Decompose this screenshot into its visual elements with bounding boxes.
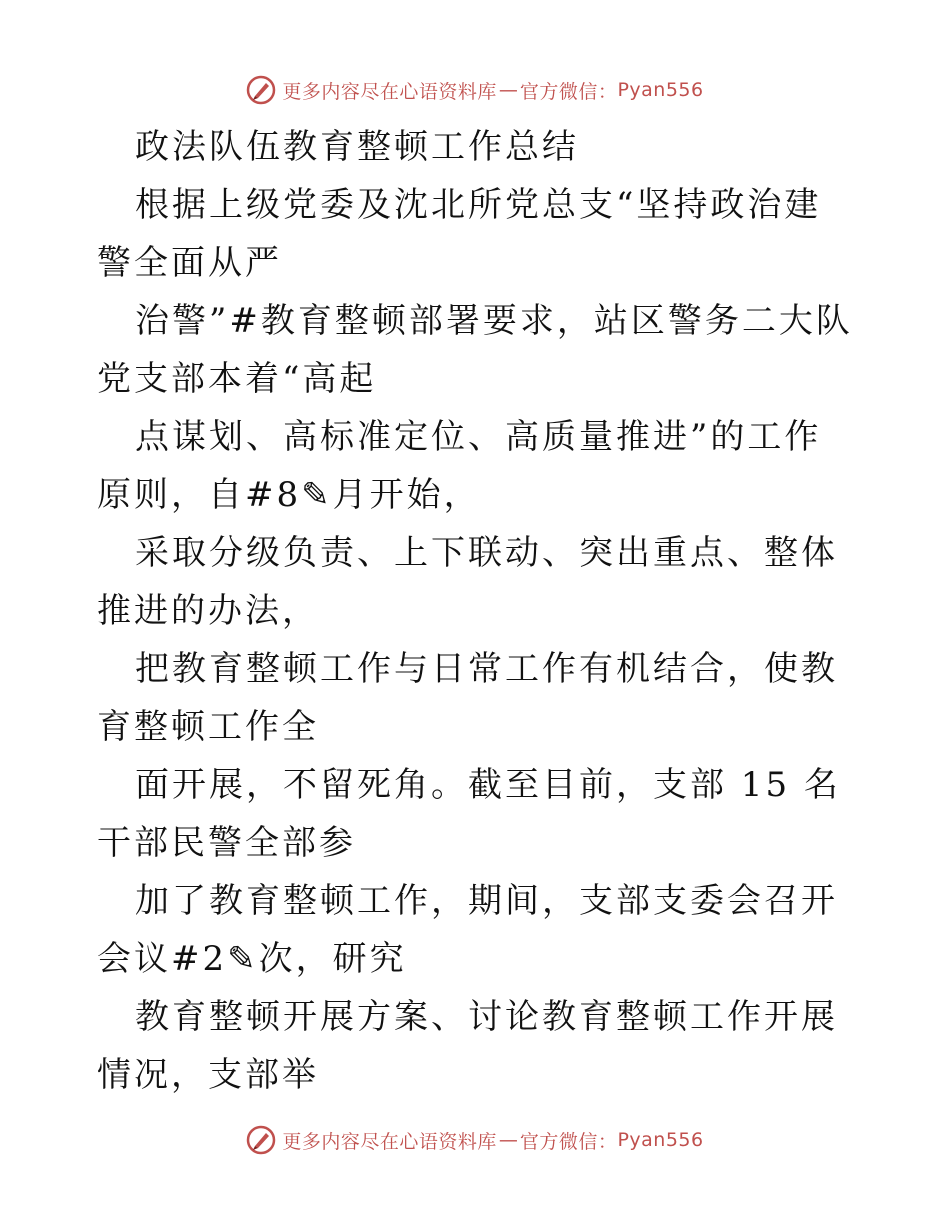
document-line: 采取分级负责、上下联动、突出重点、整体推进的办法， <box>97 533 838 631</box>
document-line: 点谋划、高标准定位、高质量推进”的工作原则，自#8✎月开始， <box>97 417 822 515</box>
watermark-wechat-label: 官方微信： <box>519 80 618 103</box>
document-line: 根据上级党委及沈北所党总支“坚持政治建警全面从严 <box>97 185 822 283</box>
pen-logo-icon <box>246 1125 276 1155</box>
pen-logo-icon <box>246 75 276 105</box>
footer-watermark <box>0 1120 950 1160</box>
watermark-separator: — <box>498 1129 518 1151</box>
watermark-wechat-id: Pyan556 <box>617 79 704 101</box>
document-line: 教育整顿开展方案、讨论教育整顿工作开展情况，支部举 <box>97 997 838 1095</box>
header-watermark <box>0 70 950 110</box>
watermark-wechat-id: Pyan556 <box>617 1129 704 1151</box>
document-title: 政法队伍教育整顿工作总结 <box>135 127 579 167</box>
watermark-separator: — <box>498 79 518 101</box>
document-line: 把教育整顿工作与日常工作有机结合，使教育整顿工作全 <box>97 649 838 747</box>
document-line: 加了教育整顿工作，期间，支部支委会召开会议#2✎次，研究 <box>97 881 838 979</box>
watermark-wechat-label: 官方微信： <box>519 1130 618 1153</box>
watermark-site-text: 更多内容尽在心语资料库 <box>282 1130 497 1153</box>
document-body <box>97 118 857 1104</box>
document-line: 面开展，不留死角。截至目前，支部 15 名干部民警全部参 <box>97 765 841 863</box>
watermark-site-text: 更多内容尽在心语资料库 <box>282 80 497 103</box>
document-line: 治警”#教育整顿部署要求，站区警务二大队党支部本着“高起 <box>97 301 853 399</box>
